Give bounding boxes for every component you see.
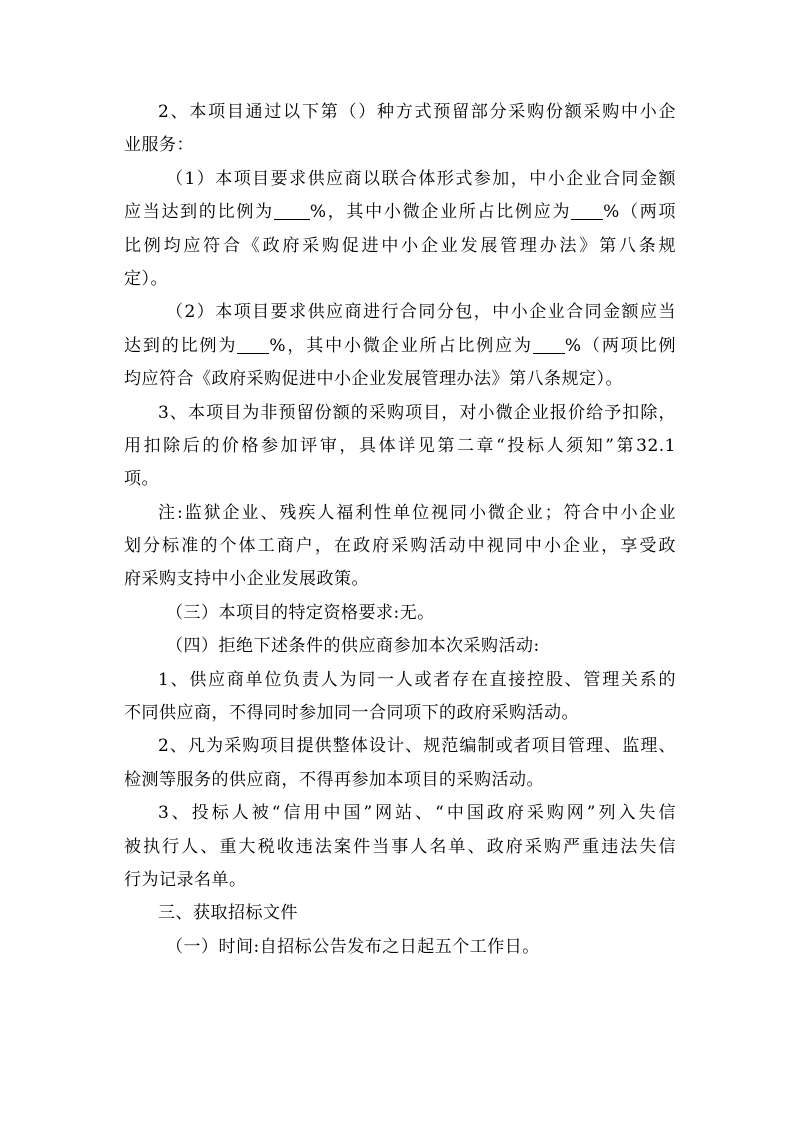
text-line: 2、本项目通过以下第（）种方式预留部分采购份额采购中小企 <box>158 102 676 122</box>
text-line: 注:监狱企业、残疾人福利性单位视同小微企业；符合中小企业 <box>158 502 676 523</box>
text-line <box>124 196 676 229</box>
paragraph-consortium <box>124 163 676 297</box>
text-line <box>124 330 676 363</box>
text-line: 用扣除后的价格参加评审，具体详见第二章“投标人须知”第32.1 <box>124 435 676 456</box>
text-segment: 应当达到的比例为 <box>124 202 274 223</box>
paragraph-price-deduction <box>124 397 676 497</box>
paragraph-special-qualification <box>124 597 676 630</box>
text-line: 检测等服务的供应商，不得再参加本项目的采购活动。 <box>124 769 544 790</box>
text-line: 1、供应商单位负责人为同一人或者存在直接控股、管理关系的 <box>158 669 676 690</box>
document-body <box>124 96 676 964</box>
text-line: （四）拒绝下述条件的供应商参加本次采购活动: <box>166 636 540 657</box>
paragraph-condition-2 <box>124 730 676 797</box>
text-line: 府采购支持中小企业发展政策。 <box>124 569 369 590</box>
paragraph-condition-1 <box>124 664 676 731</box>
text-line: 3、投标人被“信用中国”网站、“中国政府采购网”列入失信 <box>158 803 676 824</box>
paragraph-reserve-methods <box>124 96 676 163</box>
text-segment: %，其中小微企业所占比例应为 <box>269 335 533 356</box>
fill-blank-micro-ratio[interactable] <box>571 201 603 220</box>
text-line: 划分标准的个体工商户，在政府采购活动中视同中小企业，享受政 <box>124 536 676 557</box>
text-line: 3、本项目为非预留份额的采购项目，对小微企业报价给予扣除， <box>158 402 676 423</box>
text-segment: %（两项 <box>603 202 677 223</box>
fill-blank-ratio[interactable] <box>237 335 269 354</box>
text-line: 2、凡为采购项目提供整体设计、规范编制或者项目管理、监理、 <box>158 736 676 757</box>
text-line: 不同供应商，不得同时参加同一合同项下的政府采购活动。 <box>124 703 579 724</box>
text-segment: 达到的比例为 <box>124 335 238 356</box>
text-line: 均应符合《政府采购促进中小企业发展管理办法》第八条规定）。 <box>124 369 623 390</box>
text-line: 被执行人、重大税收违法案件当事人名单、政府采购严重违法失信 <box>124 836 676 857</box>
text-line: （一）时间:自招标公告发布之日起五个工作日。 <box>166 936 540 957</box>
paragraph-refuse-conditions <box>124 630 676 663</box>
text-line: （2）本项目要求供应商进行合同分包，中小企业合同金额应当 <box>166 302 676 323</box>
text-line: 三、获取招标文件 <box>158 903 298 924</box>
text-line: 项。 <box>124 469 159 490</box>
text-line: （1）本项目要求供应商以联合体形式参加，中小企业合同金额 <box>166 168 676 189</box>
text-segment: %，其中小微企业所占比例应为 <box>309 202 572 223</box>
paragraph-note <box>124 497 676 597</box>
text-line: 行为记录名单。 <box>124 869 247 890</box>
fill-blank-ratio[interactable] <box>274 201 310 220</box>
text-segment: %（两项比例 <box>564 335 676 356</box>
paragraph-subcontract <box>124 296 676 396</box>
fill-blank-micro-ratio[interactable] <box>533 335 565 354</box>
text-line: （三）本项目的特定资格要求:无。 <box>166 602 435 623</box>
paragraph-time <box>124 931 676 964</box>
text-line: 定）。 <box>124 268 168 289</box>
paragraph-condition-3 <box>124 797 676 897</box>
text-line: 业服务： <box>124 135 194 156</box>
section-heading-obtain-documents <box>124 897 676 930</box>
text-line: 比例均应符合《政府采购促进中小企业发展管理办法》第八条规 <box>124 235 676 256</box>
